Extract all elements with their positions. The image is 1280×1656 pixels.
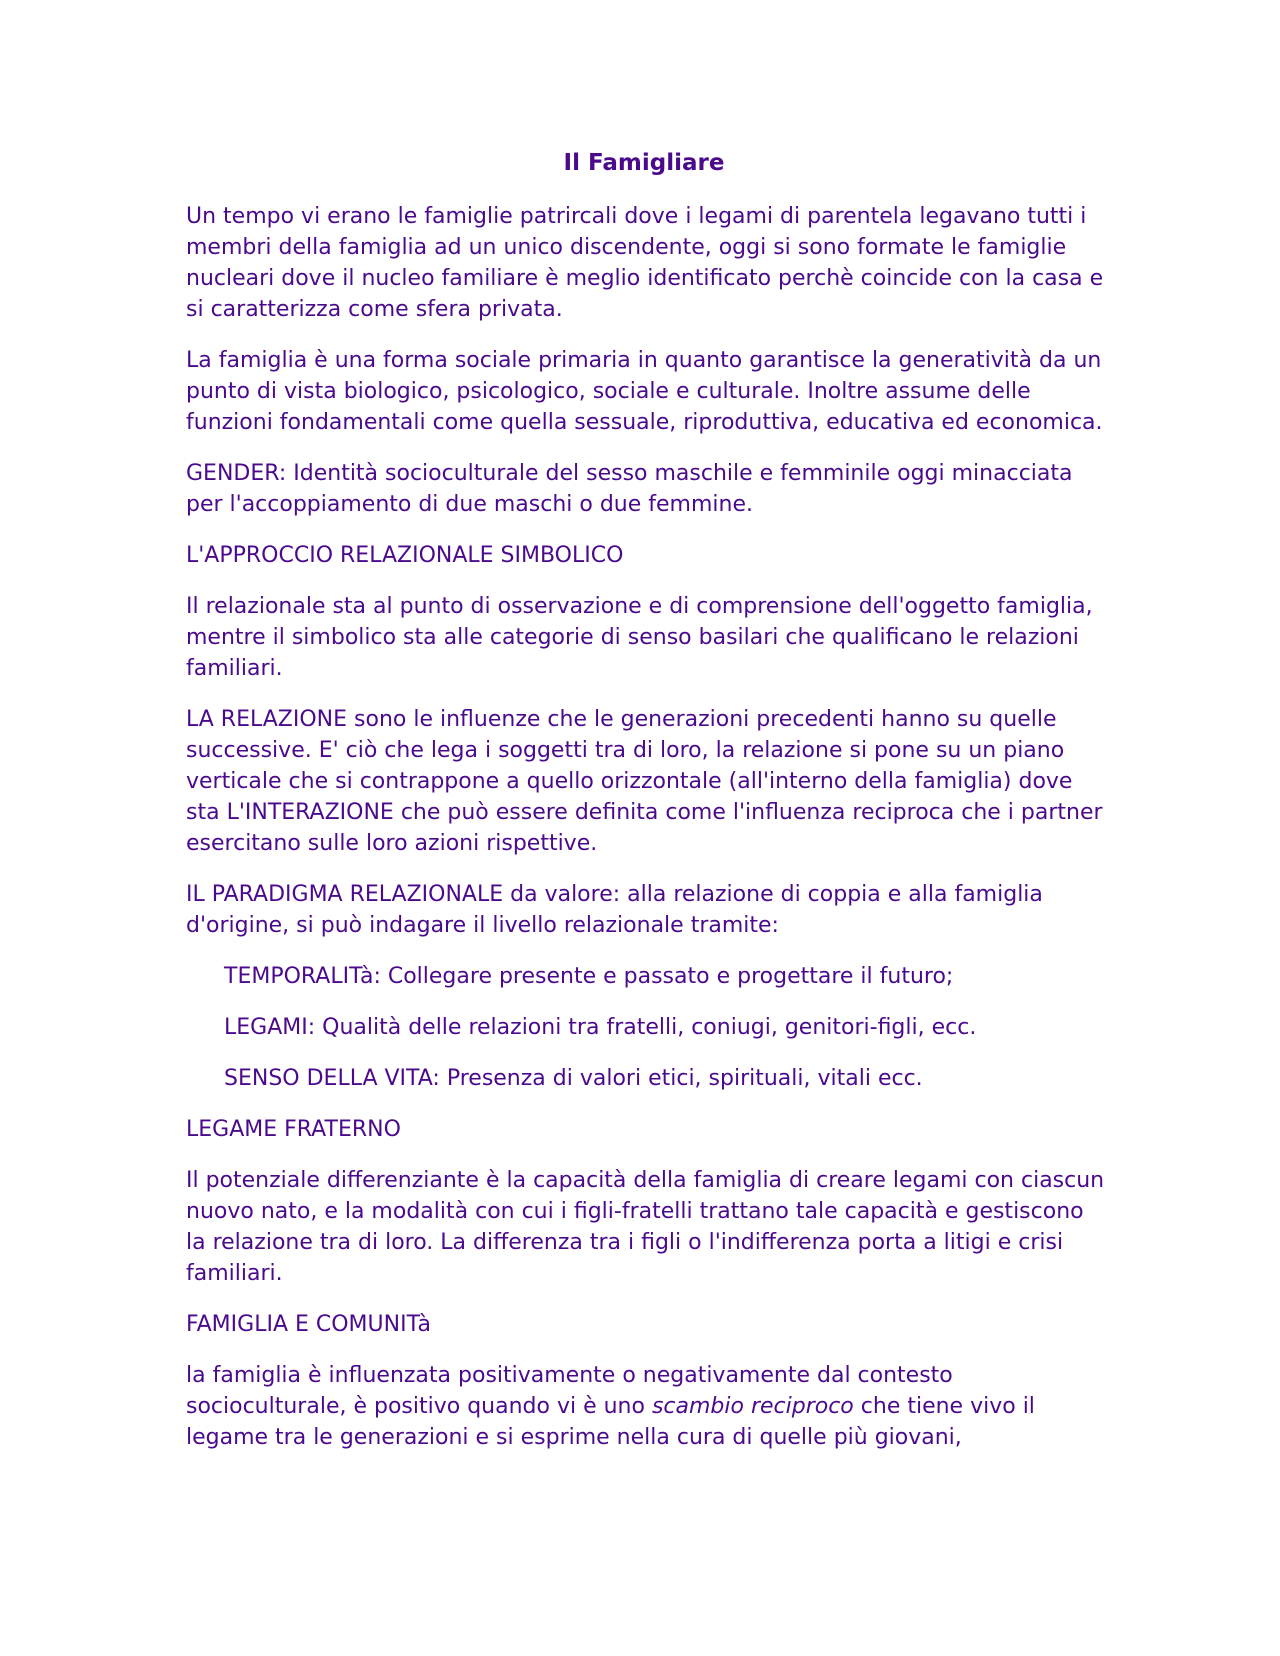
paragraph-relazione: LA RELAZIONE sono le influenze che le generazioni precedenti hanno su quelle successive. E' ciò che lega i soggetti tra di loro, la relazione si pone su un piano verticale che si contrappone a quello orizzontale (all'interno della famiglia) dove sta L'INTERAZIONE che può essere definita come l'influenza reciproca che i partner esercitano sulle loro azioni rispettive.	[186, 707, 1103, 856]
list-item-temporalita: TEMPORALITà: Collegare presente e passato e progettare il futuro;	[224, 964, 954, 989]
heading-legame-fraterno: LEGAME FRATERNO	[186, 1117, 401, 1142]
document-page	[186, 143, 1106, 1473]
paragraph-relazionale-simbolico: Il relazionale sta al punto di osservazione e di comprensione dell'oggetto famiglia, mentre il simbolico sta alle categorie di senso basilari che qualificano le relazioni familiari.	[186, 594, 1093, 681]
paragraph-text-after: che tiene vivo il legame tra le generazioni e si esprime nella cura di quelle più giovani,	[186, 1394, 1035, 1450]
heading-approccio-relazionale: L'APPROCCIO RELAZIONALE SIMBOLICO	[186, 543, 624, 568]
paragraph-text-before: la famiglia è influenzata positivamente o negativamente dal contesto socioculturale, è positivo quando vi è uno	[186, 1363, 953, 1419]
document-title: Il Famigliare	[563, 150, 725, 176]
heading-famiglia-comunita: FAMIGLIA E COMUNITà	[186, 1312, 431, 1337]
paragraph-famiglia-influenzata	[186, 1360, 1106, 1453]
paragraph-gender: GENDER: Identità socioculturale del sesso maschile e femminile oggi minacciata per l'accoppiamento di due maschi o due femmine.	[186, 461, 1073, 517]
paragraph-italic-phrase: scambio reciproco	[651, 1394, 854, 1419]
paragraph-potenziale-differenziante: Il potenziale differenziante è la capacità della famiglia di creare legami con ciascun nuovo nato, e la modalità con cui i figli-fratelli trattano tale capacità e gestiscono la relazione tra di loro. La differenza tra i figli o l'indifferenza porta a litigi e crisi familiari.	[186, 1168, 1105, 1286]
paragraph-paradigma: IL PARADIGMA RELAZIONALE da valore: alla relazione di coppia e alla famiglia d'origine, si può indagare il livello relazionale tramite:	[186, 882, 1043, 938]
list-item-legami: LEGAMI: Qualità delle relazioni tra fratelli, coniugi, genitori-figli, ecc.	[224, 1015, 977, 1040]
paragraph-famiglie-nucleari: Un tempo vi erano le famiglie patrircali dove i legami di parentela legavano tutti i membri della famiglia ad un unico discendente, oggi si sono formate le famiglie nucleari dove il nucleo familiare è meglio identificato perchè coincide con la casa e si caratterizza come sfera privata.	[186, 204, 1104, 322]
paragraph-forma-sociale: La famiglia è una forma sociale primaria in quanto garantisce la generatività da un punto di vista biologico, psicologico, sociale e culturale. Inoltre assume delle funzioni fondamentali come quella sessuale, riproduttiva, educativa ed economica.	[186, 348, 1103, 435]
list-item-senso-della-vita: SENSO DELLA VITA: Presenza di valori etici, spirituali, vitali ecc.	[224, 1066, 923, 1091]
